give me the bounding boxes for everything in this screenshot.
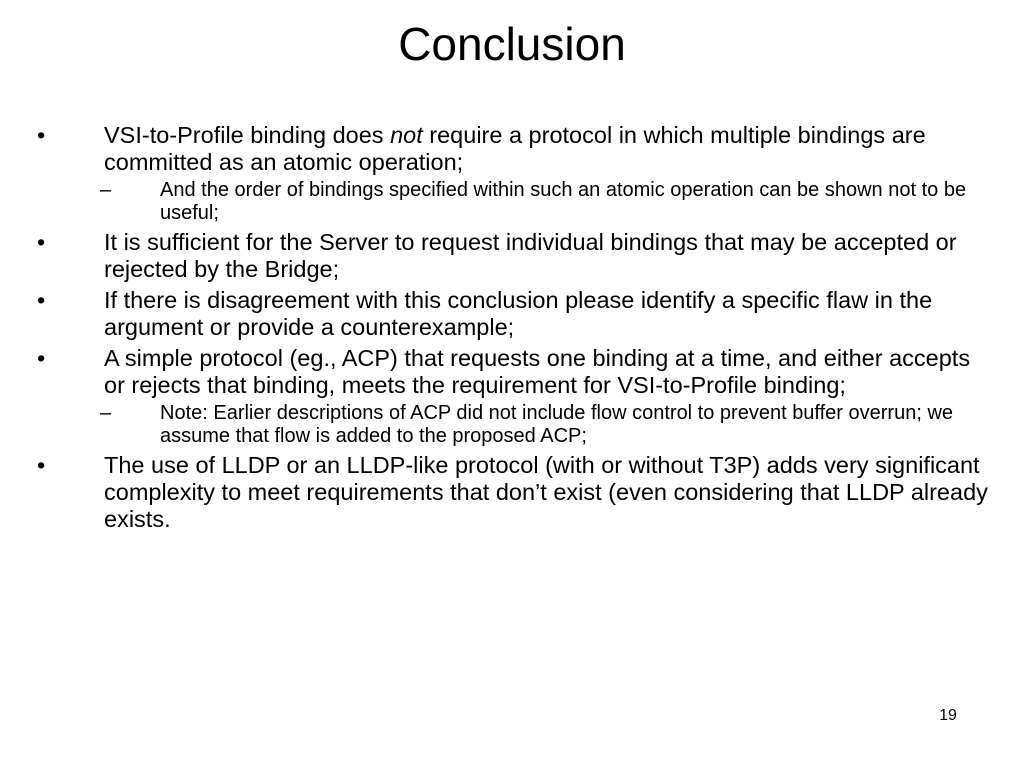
dash-marker: – — [100, 402, 112, 424]
bullet-item — [37, 287, 994, 341]
bullet-marker: • — [37, 452, 46, 478]
bullet-text: The use of LLDP or an LLDP-like protocol (with or without T3P) adds very significant complexity to meet requirements that don’t exist (even considering that LLDP already exists. — [104, 452, 988, 532]
sub-bullet-item — [100, 179, 990, 225]
bullet-item — [37, 229, 994, 283]
bullet-text-part: require a protocol in which multiple bindings are committed as an atomic operation; — [104, 122, 926, 175]
sub-bullet-text: Note: Earlier descriptions of ACP did not include flow control to prevent buffer overrun; we assume that flow is added to the proposed ACP; — [160, 402, 954, 447]
bullet-marker: • — [37, 229, 46, 255]
bullet-item — [37, 452, 994, 533]
bullet-text: A simple protocol (eg., ACP) that requests one binding at a time, and either accepts or rejects that binding, meets the requirement for VSI-to-Profile binding; — [104, 345, 971, 398]
bullet-text: It is sufficient for the Server to request individual bindings that may be accepted or rejected by the Bridge; — [104, 229, 957, 282]
emphasis-text: not — [390, 122, 423, 148]
bullet-text — [104, 122, 926, 175]
bullet-item — [37, 345, 994, 399]
page-number: 19 — [939, 707, 957, 724]
slide-title: Conclusion — [398, 18, 626, 70]
bullet-item — [37, 122, 994, 176]
bullet-text-part: VSI-to-Profile binding does — [104, 122, 391, 148]
bullet-marker: • — [37, 122, 46, 148]
bullet-list — [0, 122, 1024, 537]
bullet-marker: • — [37, 287, 46, 313]
dash-marker: – — [100, 179, 112, 201]
bullet-text: If there is disagreement with this conclusion please identify a specific flaw in the argument or provide a counterexample; — [104, 287, 933, 340]
bullet-marker: • — [37, 345, 46, 371]
sub-bullet-item — [100, 402, 990, 448]
sub-bullet-text: And the order of bindings specified within such an atomic operation can be shown not to be useful; — [160, 179, 967, 224]
